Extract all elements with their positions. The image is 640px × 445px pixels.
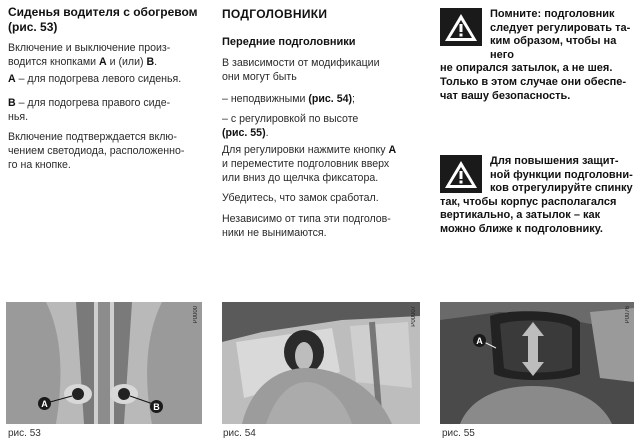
warning-1-line-6: чат вашу безопасность. xyxy=(440,89,571,102)
headrests-lock-paragraph: Убедитесь, что замок сработал. xyxy=(222,192,379,204)
adjustable-headrest-illustration xyxy=(440,302,634,424)
warning-1-line-1: Помните: подголовник xyxy=(490,8,615,20)
headrests-heading: ПОДГОЛОВНИКИ xyxy=(222,7,328,21)
warning-triangle-icon xyxy=(440,155,482,193)
figure-55-adjustable-headrest xyxy=(440,302,634,424)
headrests-paragraph-6: Независимо от типа эти подголов- ники не вынимаются. xyxy=(222,213,391,239)
figure-54-caption: рис. 54 xyxy=(223,428,256,439)
warning-box-2 xyxy=(440,155,634,237)
headrests-adjust-paragraph: Для регулировки нажмите кнопку A и переместите подголовник вверх или вниз до щелчка фиксатора. xyxy=(222,144,397,184)
fixed-headrest-illustration xyxy=(222,302,420,424)
figure-54-fixed-headrest xyxy=(222,302,420,424)
warning-triangle-icon xyxy=(440,8,482,46)
heated-seats-paragraph-1: Включение и выключение произ- водится кнопками A и (или) B. xyxy=(8,42,171,68)
figure-53-caption: рис. 53 xyxy=(8,428,41,439)
warning-1-line-5: Только в этом случае они обеспе- xyxy=(440,75,627,88)
figure-53-seat-buttons xyxy=(6,302,202,424)
warning-1-line-4: не опирался затылок, а не шея. xyxy=(440,62,613,75)
heated-seats-heading: Сиденья водителя с обогревом (рис. 53) xyxy=(8,5,198,34)
figure-53-code: P0000 xyxy=(193,306,199,324)
headrests-fixed-item: – неподвижными (рис. 54); xyxy=(222,93,355,105)
headrests-paragraph-1: В зависимости от модификации они могут быть xyxy=(222,57,380,83)
heated-seats-left-item: A – для подогрева левого сиденья. xyxy=(8,73,182,85)
heated-seats-paragraph-4: Включение подтверждается вклю- чением светодиода, расположенно- го на кнопке. xyxy=(8,131,185,171)
seat-console-illustration xyxy=(6,302,202,424)
warning-box-1 xyxy=(440,8,634,103)
figure-54-code: P00007 xyxy=(411,306,417,327)
headrests-adjustable-item: – с регулировкой по высоте (рис. 55). xyxy=(222,113,359,139)
figure-55-caption: рис. 55 xyxy=(442,428,475,439)
marker-a-label: A xyxy=(473,334,486,347)
warning-2-line-5: вертикально, а затылок – как xyxy=(440,209,601,222)
marker-a-label: A xyxy=(38,397,51,410)
front-headrests-subheading: Передние подголовники xyxy=(222,36,356,48)
warning-2-line-2: ной функции подголовни- xyxy=(490,168,633,181)
figure-55-code: P0076 xyxy=(625,306,631,324)
warning-2-line-4: так, чтобы корпус располагался xyxy=(440,195,617,208)
warning-2-line-3: ков отрегулируйте спинку xyxy=(490,182,633,195)
warning-2-line-1: Для повышения защит- xyxy=(490,155,619,167)
warning-1-line-3: ким образом, чтобы на него xyxy=(490,35,617,61)
marker-b-label: B xyxy=(150,400,163,413)
heated-seats-right-item: B – для подогрева правого сиде- нья. xyxy=(8,97,171,123)
warning-1-line-2: следует регулировать та- xyxy=(490,21,631,34)
warning-2-line-6: можно ближе к подголовнику. xyxy=(440,222,603,235)
